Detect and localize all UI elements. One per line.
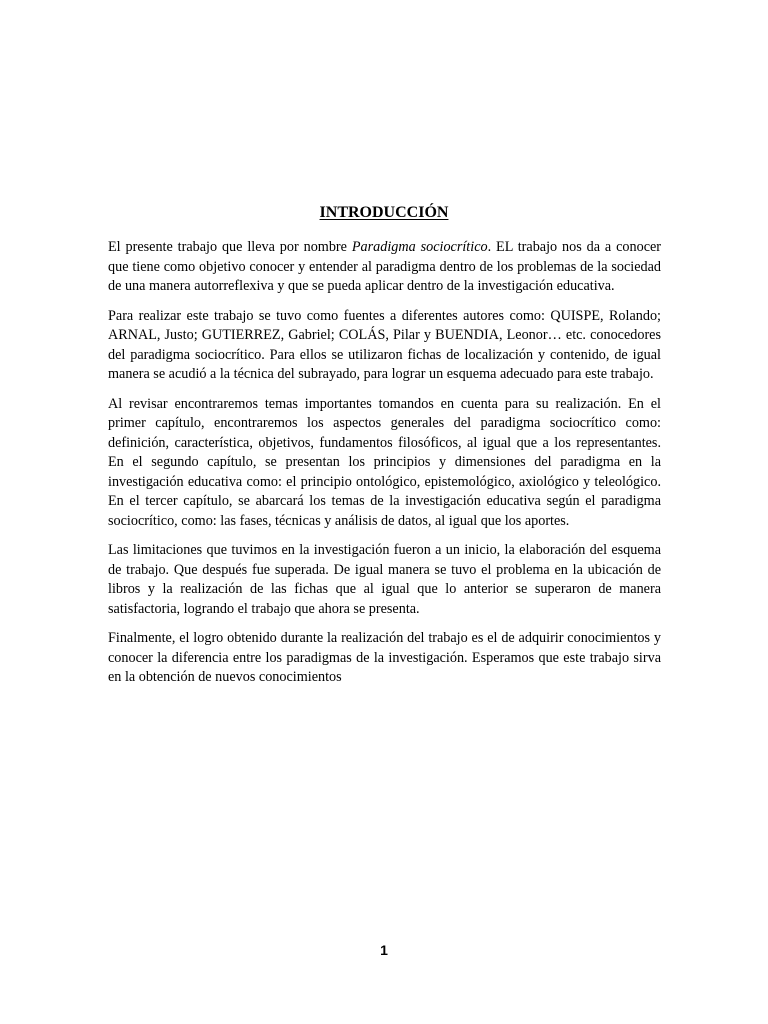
paragraph-5: Finalmente, el logro obtenido durante la realización del trabajo es el de adquirir conocimientos y conocer la diferencia entre los paradigmas de la investigación. Esperamos que este trabajo sirva en la obtención de nuevos conocimientos <box>108 630 661 685</box>
paragraph-1-before: El presente trabajo que lleva por nombre <box>108 239 352 255</box>
page-title <box>0 203 768 223</box>
paragraph-1-after: . EL trabajo nos da a conocer que tiene como objetivo conocer y entender al paradigma dentro de los problemas de la sociedad de una manera autorreflexiva y que se pueda aplicar dentro de la investigación educativa. <box>108 239 662 294</box>
paragraph-3: Al revisar encontraremos temas importantes tomandos en cuenta para su realización. En el primer capítulo, encontraremos los aspectos generales del paradigma sociocrítico como: definición, característica, objetivos, fundamentos filosóficos, al igual que a los representantes. En el segundo capítulo, se presentan los principios y dimensiones del paradigma en la investigación educativa como: el principio ontológico, epistemológico, axiológico y teleológico. En el tercer capítulo, se abarcará los temas de la investigación educativa según el paradigma sociocrítico, como: las fases, técnicas y análisis de datos, al igual que los aportes. <box>108 395 661 529</box>
page-title-text: INTRODUCCIÓN <box>319 204 449 221</box>
paragraph-2: Para realizar este trabajo se tuvo como fuentes a diferentes autores como: QUISPE, Rolando; ARNAL, Justo; GUTIERREZ, Gabriel; COLÁS, Pilar y BUENDIA, Leonor… etc. conocedores del paradigma sociocrítico. Para ellos se utilizaron fichas de localización y contenido, de igual manera se acudió a la técnica del subrayado, para lograr un esquema adecuado para este trabajo. <box>108 307 661 382</box>
page-number: 1 <box>380 942 388 958</box>
paragraph-1-italic: Paradigma sociocrítico <box>351 239 488 255</box>
paragraph-1 <box>108 238 661 297</box>
paragraph-4: Las limitaciones que tuvimos en la investigación fueron a un inicio, la elaboración del esquema de trabajo. Que después fue superada. De igual manera se tuvo el problema en la ubicación de libros y la realización de las fichas que al igual que lo anterior se superaron de manera satisfactoria, logrando el trabajo que ahora se presenta. <box>108 542 661 617</box>
document-body <box>108 238 661 698</box>
